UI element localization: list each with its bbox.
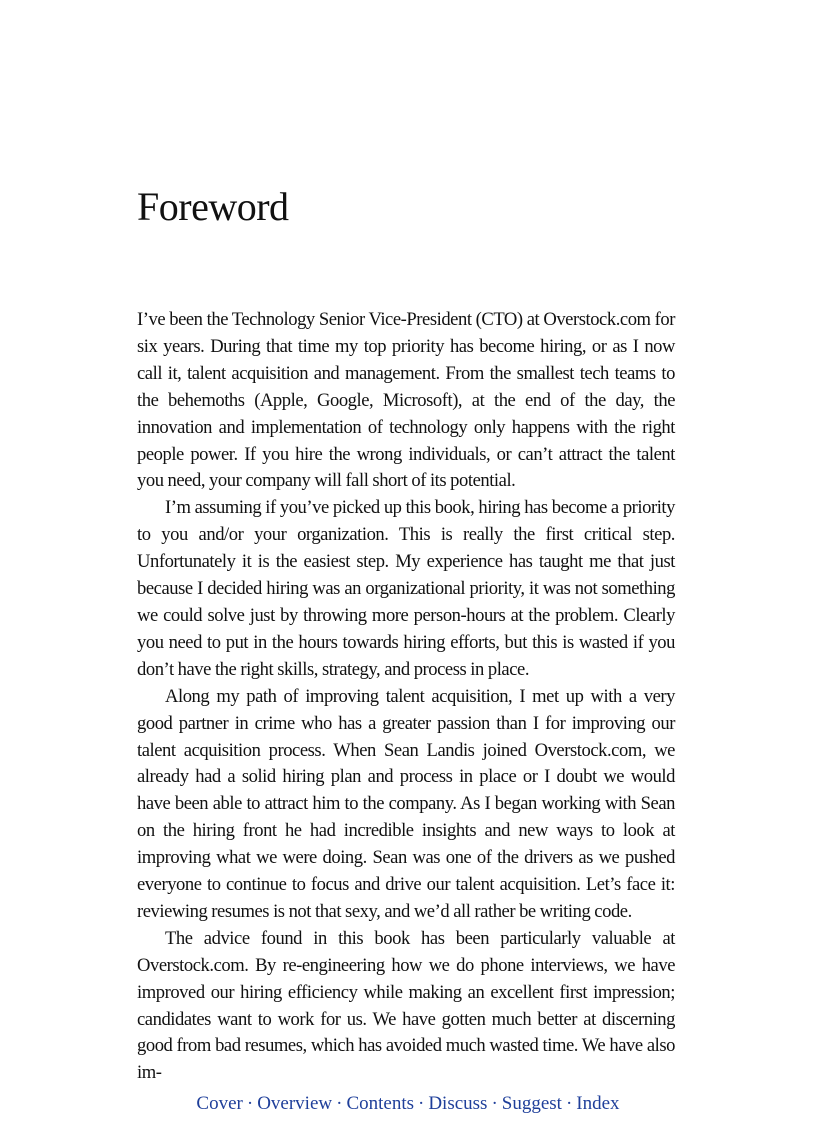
nav-link-contents[interactable]: Contents	[346, 1093, 414, 1114]
paragraph-2: I’m assuming if you’ve picked up this book, hiring has become a priority to you and/or your organization. This is really the first critical step. Unfortunately it is the easiest step. My experience has taught me that just because I decided hiring was an organizational priority, it was not something we could solve just by throwing more person-hours at the problem. Clearly you need to put in the hours towards hiring efforts, but this is wasted if you don’t have the right skills, strategy, and process in place.	[137, 497, 675, 680]
nav-separator: ·	[246, 1093, 254, 1114]
navigation-bar	[0, 1092, 816, 1116]
nav-separator: ·	[418, 1093, 425, 1114]
nav-link-discuss[interactable]: Discuss	[428, 1093, 488, 1114]
paragraph-3: Along my path of improving talent acquisition, I met up with a very good partner in crime who has a greater passion than I for improving our talent acquisition process. When Sean Landis joined Overstock.com, we already had a solid hiring plan and process in place or I doubt we would have been able to attract him to the company. As I began working with Sean on the hiring front he had incredible insights and new ways to look at improving what we were doing. Sean was one of the drivers as we pushed everyone to continue to focus and drive our talent acquisition. Let’s face it: reviewing resumes is not that sexy, and we’d all rather be writing code.	[137, 685, 675, 922]
nav-separator: ·	[336, 1093, 343, 1114]
chapter-title: Foreword	[137, 184, 289, 229]
nav-separator: ·	[491, 1093, 498, 1114]
nav-link-cover[interactable]: Cover	[196, 1093, 243, 1114]
foreword-body	[137, 307, 675, 1087]
nav-link-index[interactable]: Index	[576, 1093, 620, 1114]
paragraph-4: The advice found in this book has been particularly valuable at Overstock.com. By re-engineering how we do phone interviews, we have improved our hiring efficiency while making an excellent first impression; candidates want to work for us. We have gotten much better at discerning good from bad resumes, which has avoided much wasted time. We have also im-	[137, 927, 675, 1084]
nav-separator: ·	[565, 1093, 573, 1114]
nav-link-overview[interactable]: Overview	[257, 1093, 333, 1114]
paragraph-1: I’ve been the Technology Senior Vice-President (CTO) at Overstock.com for six years. During that time my top priority has become hiring, or as I now call it, talent acquisition and management. From the smallest tech teams to the behemoths (Apple, Google, Microsoft), at the end of the day, the innovation and implementation of technology only happens with the right people power. If you hire the wrong individuals, or can’t attract the talent you need, your company will fall short of its potential.	[137, 309, 675, 492]
nav-link-suggest[interactable]: Suggest	[501, 1093, 562, 1114]
